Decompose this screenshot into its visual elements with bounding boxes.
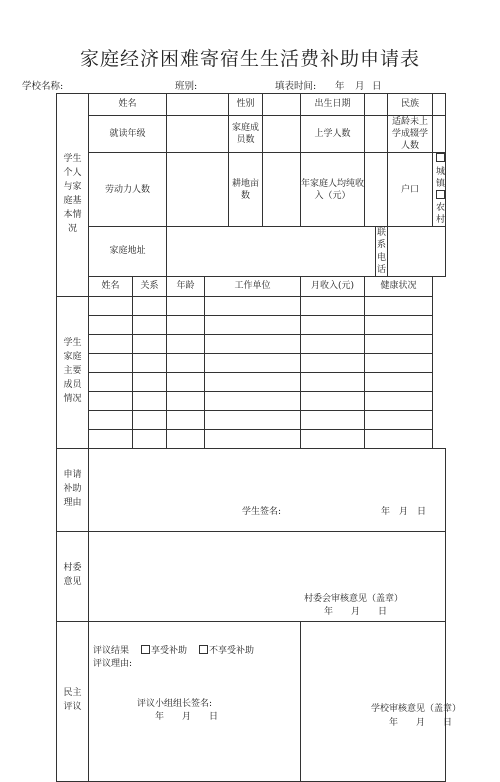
member-cell[interactable] — [89, 334, 133, 353]
village-date: 年 月 日 — [324, 606, 388, 617]
member-cell[interactable] — [365, 429, 433, 448]
member-cell[interactable] — [167, 429, 205, 448]
town-checkbox[interactable] — [436, 153, 445, 162]
member-cell[interactable] — [301, 334, 365, 353]
member-cell[interactable] — [89, 296, 133, 315]
farmland-label: 耕地亩数 — [229, 153, 263, 227]
member-cell[interactable] — [89, 353, 133, 372]
member-cell[interactable] — [365, 334, 433, 353]
not-enjoy-option: 不享受补助 — [199, 645, 254, 657]
member-cell[interactable] — [89, 429, 133, 448]
family-members-label: 家庭成员数 — [229, 116, 263, 153]
member-cell[interactable] — [205, 429, 301, 448]
family-members-value[interactable] — [263, 116, 301, 153]
member-cell[interactable] — [167, 296, 205, 315]
member-cell[interactable] — [301, 296, 365, 315]
fill-year: 年 — [335, 81, 345, 92]
review-reason-label: 评议理由: — [93, 658, 133, 669]
member-cell[interactable] — [365, 296, 433, 315]
address-value[interactable] — [167, 227, 376, 277]
member-header-income: 月收入(元) — [301, 276, 365, 296]
member-cell[interactable] — [167, 410, 205, 429]
fill-time-label: 填表时间: — [275, 81, 317, 92]
member-cell[interactable] — [133, 296, 167, 315]
reason-area[interactable] — [89, 448, 446, 531]
member-cell[interactable] — [89, 391, 133, 410]
gender-label: 性别 — [229, 94, 263, 116]
member-cell[interactable] — [365, 353, 433, 372]
fill-day: 日 — [372, 81, 382, 92]
town-option: 城镇 — [436, 166, 446, 189]
member-cell[interactable] — [133, 334, 167, 353]
income-value[interactable] — [365, 153, 388, 227]
section-village-label: 村委意见 — [57, 531, 89, 621]
member-cell[interactable] — [133, 391, 167, 410]
unschooled-label: 适龄未上学成辍学人数 — [388, 116, 433, 153]
section-review-label: 民主评议 — [57, 621, 89, 781]
birth-value[interactable] — [365, 94, 388, 116]
section-basic-label: 学生个人与家庭基本情况 — [57, 94, 89, 297]
school-count-value[interactable] — [365, 116, 388, 153]
review-left-area[interactable] — [89, 621, 301, 781]
ethnic-value[interactable] — [433, 94, 446, 116]
member-cell[interactable] — [301, 372, 365, 391]
member-cell[interactable] — [301, 391, 365, 410]
member-cell[interactable] — [133, 315, 167, 334]
unschooled-value[interactable] — [433, 116, 446, 153]
name-value[interactable] — [167, 94, 229, 116]
section-reason-label: 申请补助理由 — [57, 448, 89, 531]
member-cell[interactable] — [205, 315, 301, 334]
rural-option: 农村 — [436, 202, 446, 226]
member-cell[interactable] — [301, 429, 365, 448]
school-name-label: 学校名称: — [22, 81, 64, 92]
name-label: 姓名 — [89, 94, 167, 116]
fill-month: 月 — [355, 81, 365, 92]
grade-label: 就读年级 — [89, 116, 167, 153]
member-header-name: 姓名 — [89, 276, 133, 296]
member-cell[interactable] — [301, 353, 365, 372]
member-cell[interactable] — [89, 315, 133, 334]
leader-sign-label: 评议小组组长签名: — [137, 698, 213, 709]
income-label: 年家庭人均纯收入（元） — [301, 153, 365, 227]
enjoy-checkbox[interactable] — [141, 645, 150, 654]
form-title: 家庭经济困难寄宿生生活费补助申请表 — [79, 48, 420, 70]
member-cell[interactable] — [365, 372, 433, 391]
member-header-work: 工作单位 — [205, 276, 301, 296]
hukou-label: 户口 — [388, 153, 433, 227]
review-right-area[interactable] — [301, 621, 462, 781]
member-cell[interactable] — [365, 410, 433, 429]
member-cell[interactable] — [89, 372, 133, 391]
member-cell[interactable] — [301, 315, 365, 334]
member-cell[interactable] — [205, 391, 301, 410]
rural-checkbox[interactable] — [436, 190, 445, 199]
farmland-value[interactable] — [263, 153, 301, 227]
member-cell[interactable] — [133, 372, 167, 391]
birth-label: 出生日期 — [301, 94, 365, 116]
member-cell[interactable] — [365, 391, 433, 410]
ethnic-label: 民族 — [388, 94, 433, 116]
hukou-options — [433, 153, 446, 227]
village-review-label: 村委会审核意见（盖章） — [304, 593, 404, 604]
review-date-left: 年 月 日 — [155, 711, 219, 722]
not-enjoy-checkbox[interactable] — [199, 645, 208, 654]
member-cell[interactable] — [133, 353, 167, 372]
member-cell[interactable] — [167, 334, 205, 353]
school-review-label: 学校审核意见（盖章） — [371, 703, 462, 714]
member-cell[interactable] — [205, 334, 301, 353]
member-header-relation: 关系 — [133, 276, 167, 296]
member-cell[interactable] — [205, 296, 301, 315]
review-date-right: 年 月 日 — [389, 717, 453, 728]
member-cell[interactable] — [205, 410, 301, 429]
phone-label: 联系电话 — [377, 228, 387, 275]
enjoy-option: 享受补助 — [141, 645, 187, 657]
review-result-label: 评议结果 — [93, 645, 130, 656]
application-form — [56, 93, 462, 782]
member-cell[interactable] — [167, 353, 205, 372]
member-cell[interactable] — [89, 410, 133, 429]
member-header-health: 健康状况 — [365, 276, 433, 296]
reason-date: 年 月 日 — [381, 506, 427, 517]
member-cell[interactable] — [301, 410, 365, 429]
member-cell[interactable] — [133, 410, 167, 429]
member-cell[interactable] — [167, 315, 205, 334]
member-cell[interactable] — [205, 372, 301, 391]
section-family-label: 学生家庭主要成员情况 — [57, 296, 89, 448]
member-cell[interactable] — [167, 391, 205, 410]
labor-value[interactable] — [167, 153, 229, 227]
member-header-age: 年龄 — [167, 276, 205, 296]
phone-value[interactable] — [388, 227, 446, 277]
student-sign-label: 学生签名: — [242, 506, 282, 517]
member-cell[interactable] — [365, 315, 433, 334]
member-cell[interactable] — [205, 353, 301, 372]
labor-label: 劳动力人数 — [89, 153, 167, 227]
class-label: 班别: — [175, 81, 198, 92]
school-count-label: 上学人数 — [301, 116, 365, 153]
address-label: 家庭地址 — [89, 227, 167, 277]
gender-value[interactable] — [263, 94, 301, 116]
member-cell[interactable] — [133, 429, 167, 448]
member-cell[interactable] — [167, 372, 205, 391]
grade-value[interactable] — [167, 116, 229, 153]
village-area[interactable] — [89, 531, 446, 621]
